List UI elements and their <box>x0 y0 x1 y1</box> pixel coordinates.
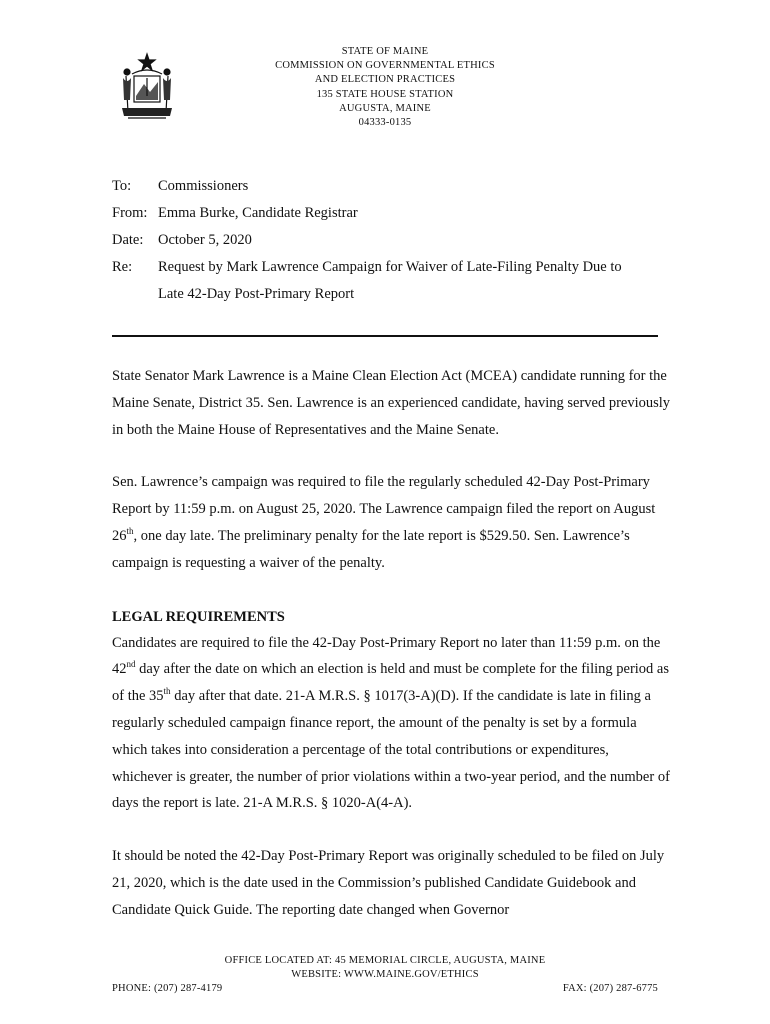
header-divider <box>112 335 658 337</box>
memo-date-row <box>112 227 672 254</box>
memo-body <box>112 363 672 924</box>
memo-re-line-1: Request by Mark Lawrence Campaign for Waiver of Late-Filing Penalty Due to <box>158 259 622 275</box>
paragraph-schedule-note: It should be noted the 42-Day Post-Primary Report was originally scheduled to be filed on July 21, 2020, which is the date used in the Commission’s published Candidate Guidebook and Candidate Quick Guide. The reporting date changed when Governor <box>112 848 665 918</box>
letterhead-commission-cont: AND ELECTION PRACTICES <box>314 74 456 86</box>
paragraph-background: State Senator Mark Lawrence is a Maine Clean Election Act (MCEA) candidate running for the Maine Senate, District 35. Sen. Lawrence is an experienced candidate, having served previously in both the Maine House of Representatives and the Maine Senate. <box>112 368 671 438</box>
paragraph-legal <box>112 630 672 818</box>
section-heading-legal: LEGAL REQUIREMENTS <box>112 608 285 625</box>
footer-office: OFFICE LOCATED AT: 45 MEMORIAL CIRCLE, AUGUSTA, MAINE <box>224 955 546 966</box>
memo-re-row <box>112 254 672 308</box>
memo-to-row <box>112 173 672 200</box>
memo-to-label: To: <box>112 178 132 194</box>
footer-website: WEBSITE: WWW.MAINE.GOV/ETHICS <box>291 969 479 980</box>
memo-header <box>112 173 672 308</box>
letterhead-commission: COMMISSION ON GOVERNMENTAL ETHICS <box>275 60 495 72</box>
memo-from-label: From: <box>112 205 148 221</box>
memo-re-line-2: Late 42-Day Post-Primary Report <box>158 286 355 302</box>
letterhead-station: 135 STATE HOUSE STATION <box>316 88 454 100</box>
letterhead <box>250 45 520 130</box>
letterhead-zip: 04333-0135 <box>358 117 412 129</box>
footer-contact-row <box>112 982 658 996</box>
page-footer <box>112 954 658 996</box>
footer-fax: FAX: (207) 287-6775 <box>562 983 658 994</box>
memo-date-label: Date: <box>112 232 144 248</box>
memo-from-value: Emma Burke, Candidate Registrar <box>158 205 358 221</box>
ordinal-suffix: th <box>163 686 171 697</box>
paragraph-legal-part-2: day after the date on which an election is held and must be complete for the filing period as of the 35 <box>112 661 670 705</box>
paragraph-late-report-part-1: Sen. Lawrence’s campaign was required to file the regularly scheduled 42-Day Post-Primary Report by 11:59 p.m. on August 25, 2020. The Lawrence campaign filed the report on August 26 <box>112 474 656 544</box>
ordinal-suffix: nd <box>126 659 136 670</box>
memo-re-label: Re: <box>112 259 133 275</box>
paragraph-legal-part-3: day after that date. 21-A M.R.S. § 1017(3-A)(D). If the candidate is late in filing a regularly scheduled campaign finance report, the amount of the penalty is set by a formula which takes into consideration a percentage of the total contributions or expenditures, whichever is greater, the number of prior violations within a two-year period, and the number of days the report is late. 21-A M.R.S. § 1020-A(4-A). <box>112 688 670 812</box>
ordinal-suffix: th <box>126 526 134 537</box>
paragraph-late-report <box>112 469 672 576</box>
paragraph-late-report-part-2: , one day late. The preliminary penalty for the late report is $529.50. Sen. Lawrence’s campaign is requesting a waiver of the penalty. <box>112 527 630 571</box>
paragraph-legal-part-1: Candidates are required to file the 42-Day Post-Primary Report no later than 11:59 p.m. on the 42 <box>112 634 661 678</box>
letterhead-city: AUGUSTA, MAINE <box>339 102 431 114</box>
memo-re-value <box>158 254 672 308</box>
memo-to-value: Commissioners <box>158 178 249 194</box>
memo-date-value: October 5, 2020 <box>158 232 252 248</box>
footer-phone: PHONE: (207) 287-4179 <box>112 983 223 994</box>
state-seal-icon <box>118 52 176 122</box>
letterhead-state: STATE OF MAINE <box>341 46 429 57</box>
memo-from-row <box>112 200 672 227</box>
